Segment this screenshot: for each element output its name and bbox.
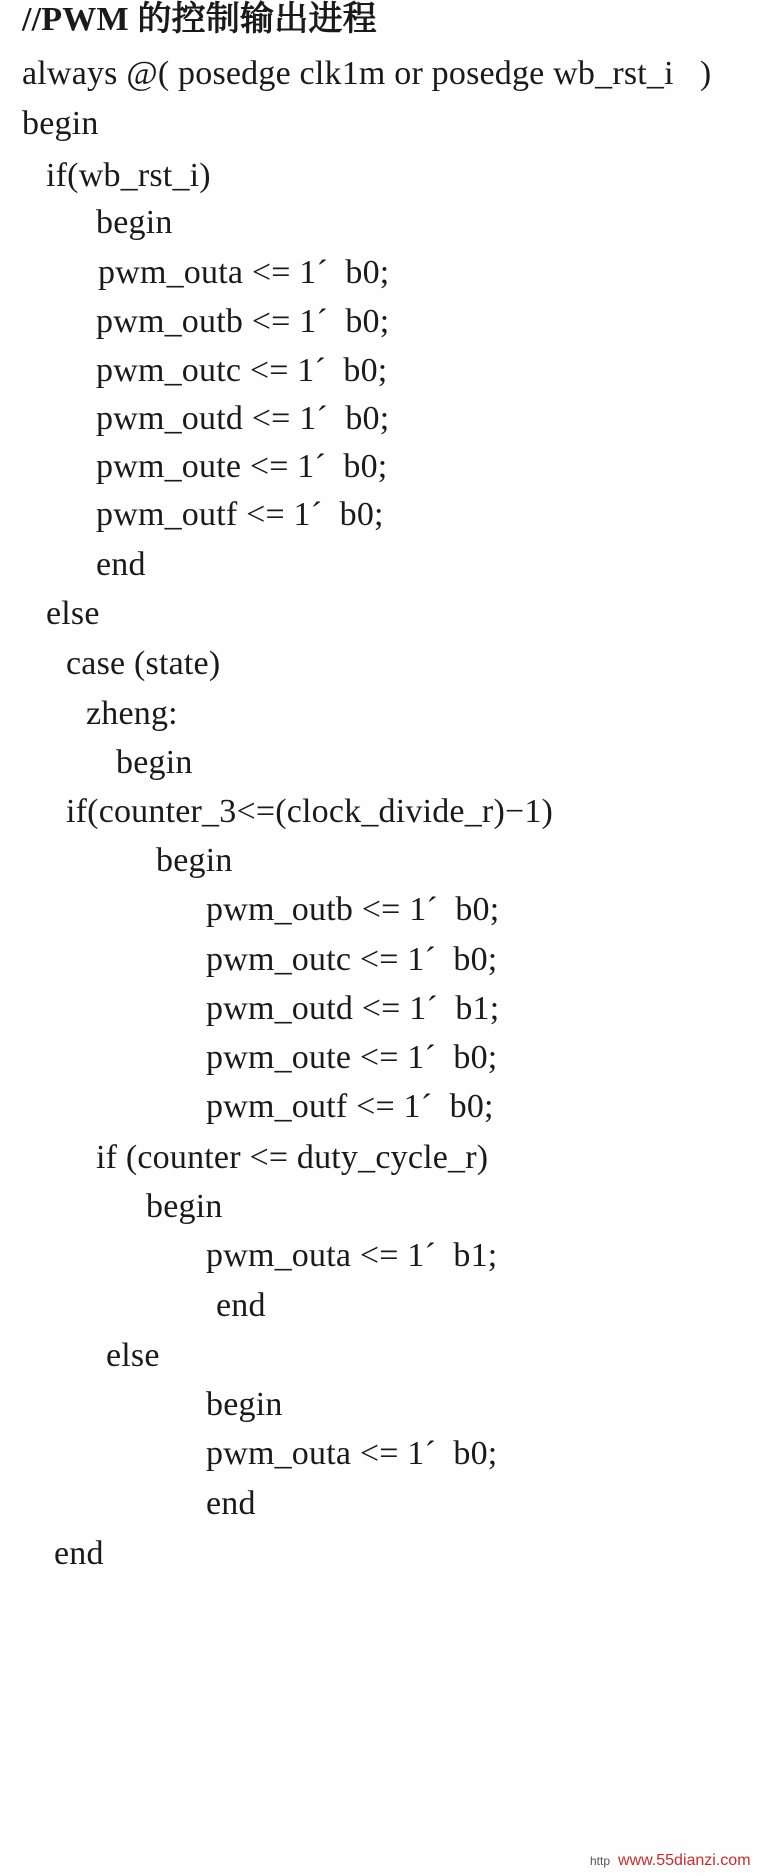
code-line-assign: pwm_outd <= 1´ b1; [206, 990, 500, 1027]
code-line-if-reset: if(wb_rst_i) [46, 157, 211, 194]
code-line-assign: pwm_outa <= 1´ b0; [98, 254, 390, 291]
code-line-assign: pwm_oute <= 1´ b0; [96, 448, 388, 485]
code-line-begin: begin [116, 744, 193, 781]
code-line-assign: pwm_outf <= 1´ b0; [206, 1088, 494, 1125]
code-line-begin: begin [22, 105, 99, 142]
code-line-case-label: zheng: [86, 695, 178, 732]
watermark-site: www.55dianzi.com [618, 1852, 751, 1869]
code-line-if-duty: if (counter <= duty_cycle_r) [96, 1139, 489, 1176]
site-watermark [590, 1852, 751, 1870]
code-line-end: end [54, 1535, 104, 1572]
code-line-assign: pwm_outf <= 1´ b0; [96, 496, 384, 533]
code-line-begin: begin [96, 204, 173, 241]
code-line-else: else [46, 595, 100, 632]
code-line-end: end [206, 1485, 256, 1522]
code-line-always: always @( posedge clk1m or posedge wb_rst_i ) [22, 55, 712, 92]
code-line-assign: pwm_outc <= 1´ b0; [206, 941, 498, 978]
code-line-assign: pwm_outb <= 1´ b0; [96, 303, 390, 340]
code-line-assign: pwm_outa <= 1´ b0; [206, 1435, 498, 1472]
code-line-assign: pwm_outb <= 1´ b0; [206, 891, 500, 928]
code-line-begin: begin [156, 842, 233, 879]
code-line-end: end [216, 1287, 266, 1324]
code-line-assign: pwm_outd <= 1´ b0; [96, 400, 390, 437]
code-line-begin: begin [146, 1188, 223, 1225]
code-line-begin: begin [206, 1386, 283, 1423]
code-line-assign: pwm_outc <= 1´ b0; [96, 352, 388, 389]
code-line-comment: //PWM 的控制输出进程 [22, 1, 377, 38]
code-line-end: end [96, 546, 146, 583]
code-line-else: else [106, 1337, 160, 1374]
watermark-prefix: http [590, 1854, 611, 1868]
code-line-if-counter3: if(counter_3<=(clock_divide_r)−1) [66, 793, 554, 830]
code-line-assign: pwm_outa <= 1´ b1; [206, 1237, 498, 1274]
code-line-case: case (state) [66, 645, 221, 682]
code-line-assign: pwm_oute <= 1´ b0; [206, 1039, 498, 1076]
